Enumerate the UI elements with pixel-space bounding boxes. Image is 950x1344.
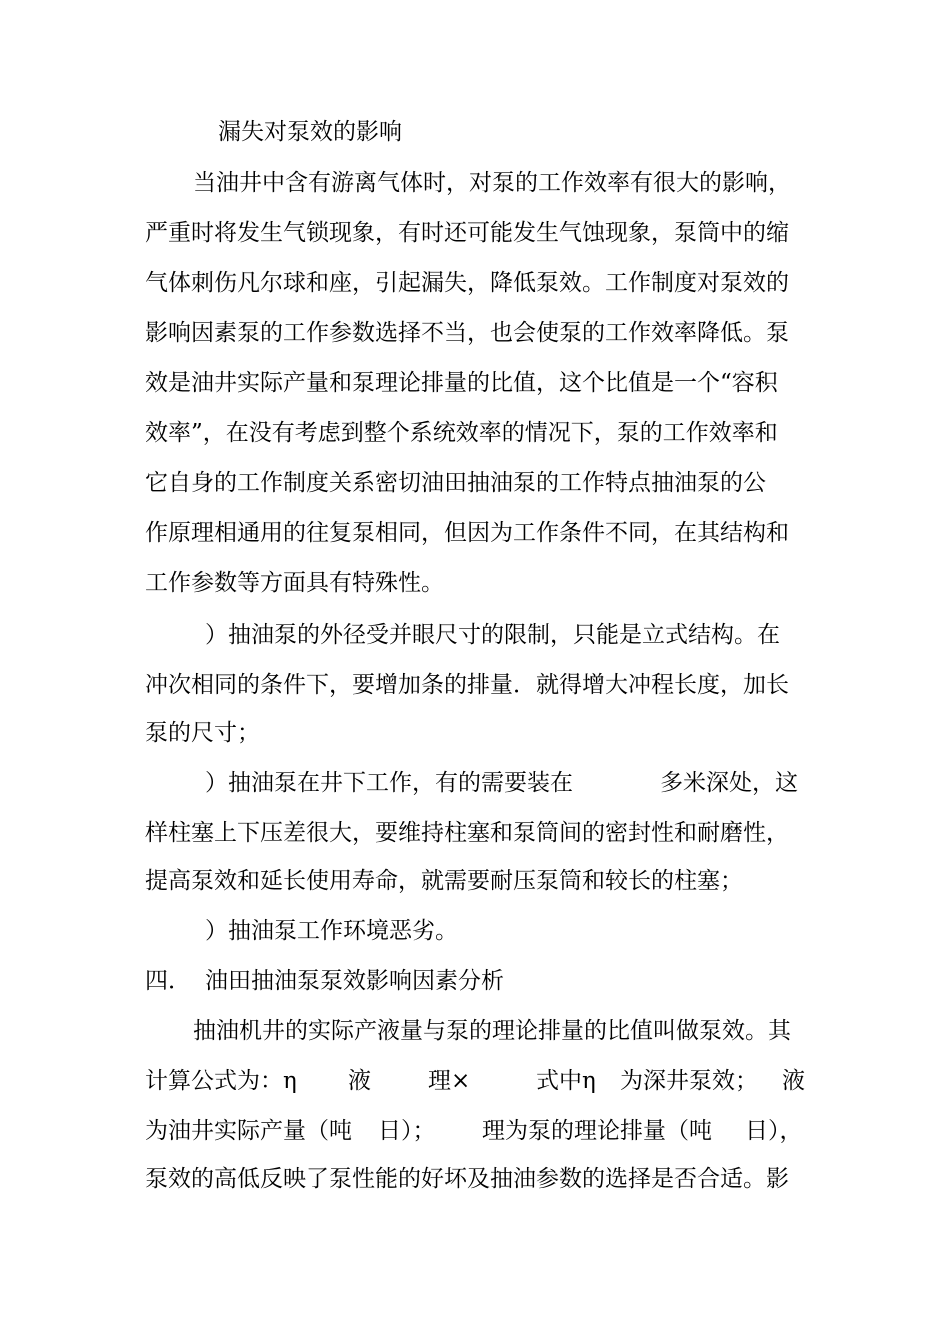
- item3-line: ）抽油泵工作环境恶劣。: [205, 918, 458, 944]
- item1-line: ）抽油泵的外径受并眼尺寸的限制，只能是立式结构。在: [205, 622, 780, 648]
- formula-para-line: 日），: [745, 1118, 803, 1144]
- formula-para-line: 为油井实际产量（吨: [145, 1118, 352, 1144]
- formula-para-line: 理为泵的理论排量（吨: [482, 1118, 712, 1144]
- para1-line: 工作参数等方面具有特殊性。: [145, 570, 444, 596]
- formula-para-line: 液: [348, 1068, 371, 1094]
- formula-para-line: 计算公式为：η: [145, 1068, 297, 1094]
- item2-line: 提高泵效和延长使用寿命，就需要耐压泵筒和较长的柱塞；: [145, 868, 743, 894]
- item1-line: 泵的尺寸；: [145, 720, 260, 746]
- item2-line: ）抽油泵在井下工作，有的需要装在: [205, 770, 573, 796]
- formula-para-line: 泵效的高低反映了泵性能的好坏及抽油参数的选择是否合适。影: [145, 1166, 789, 1192]
- item2-line: 样柱塞上下压差很大，要维持柱塞和泵筒间的密封性和耐磨性，: [145, 820, 789, 846]
- para1-line: 效率”，在没有考虑到整个系统效率的情况下，泵的工作效率和: [145, 420, 778, 446]
- formula-para-line: 为深井泵效；: [620, 1068, 758, 1094]
- page-heading: 漏失对泵效的影响: [218, 119, 402, 145]
- para1-line: 它自身的工作制度关系密切油田抽油泵的工作特点抽油泵的公: [145, 470, 766, 496]
- para1-line: 作原理相通用的往复泵相同，但因为工作条件不同，在其结构和: [145, 520, 789, 546]
- formula-para-line: 抽油机井的实际产液量与泵的理论排量的比值叫做泵效。其: [193, 1018, 791, 1044]
- section-title: 油田抽油泵泵效影响因素分析: [205, 968, 504, 994]
- formula-para-line: 日）；: [378, 1118, 436, 1144]
- formula-para-line: 式中η: [536, 1068, 596, 1094]
- para1-line: 严重时将发生气锁现象，有时还可能发生气蚀现象，泵筒中的缩: [145, 220, 789, 246]
- formula-para-line: 液: [782, 1068, 805, 1094]
- para1-line: 影响因素泵的工作参数选择不当，也会使泵的工作效率降低。泵: [145, 320, 789, 346]
- formula-para-line: 理×: [428, 1068, 471, 1094]
- item2-line: 多米深处，这: [660, 770, 798, 796]
- section-number: 四．: [145, 968, 191, 994]
- item1-line: 冲次相同的条件下，要增加条的排量．就得增大冲程长度，加长: [145, 672, 789, 698]
- para1-line: 气体刺伤凡尔球和座，引起漏失，降低泵效。工作制度对泵效的: [145, 270, 789, 296]
- para1-line: 效是油井实际产量和泵理论排量的比值，这个比值是一个“容积: [145, 370, 778, 396]
- para1-line: 当油井中含有游离气体时，对泵的工作效率有很大的影响，: [193, 170, 791, 196]
